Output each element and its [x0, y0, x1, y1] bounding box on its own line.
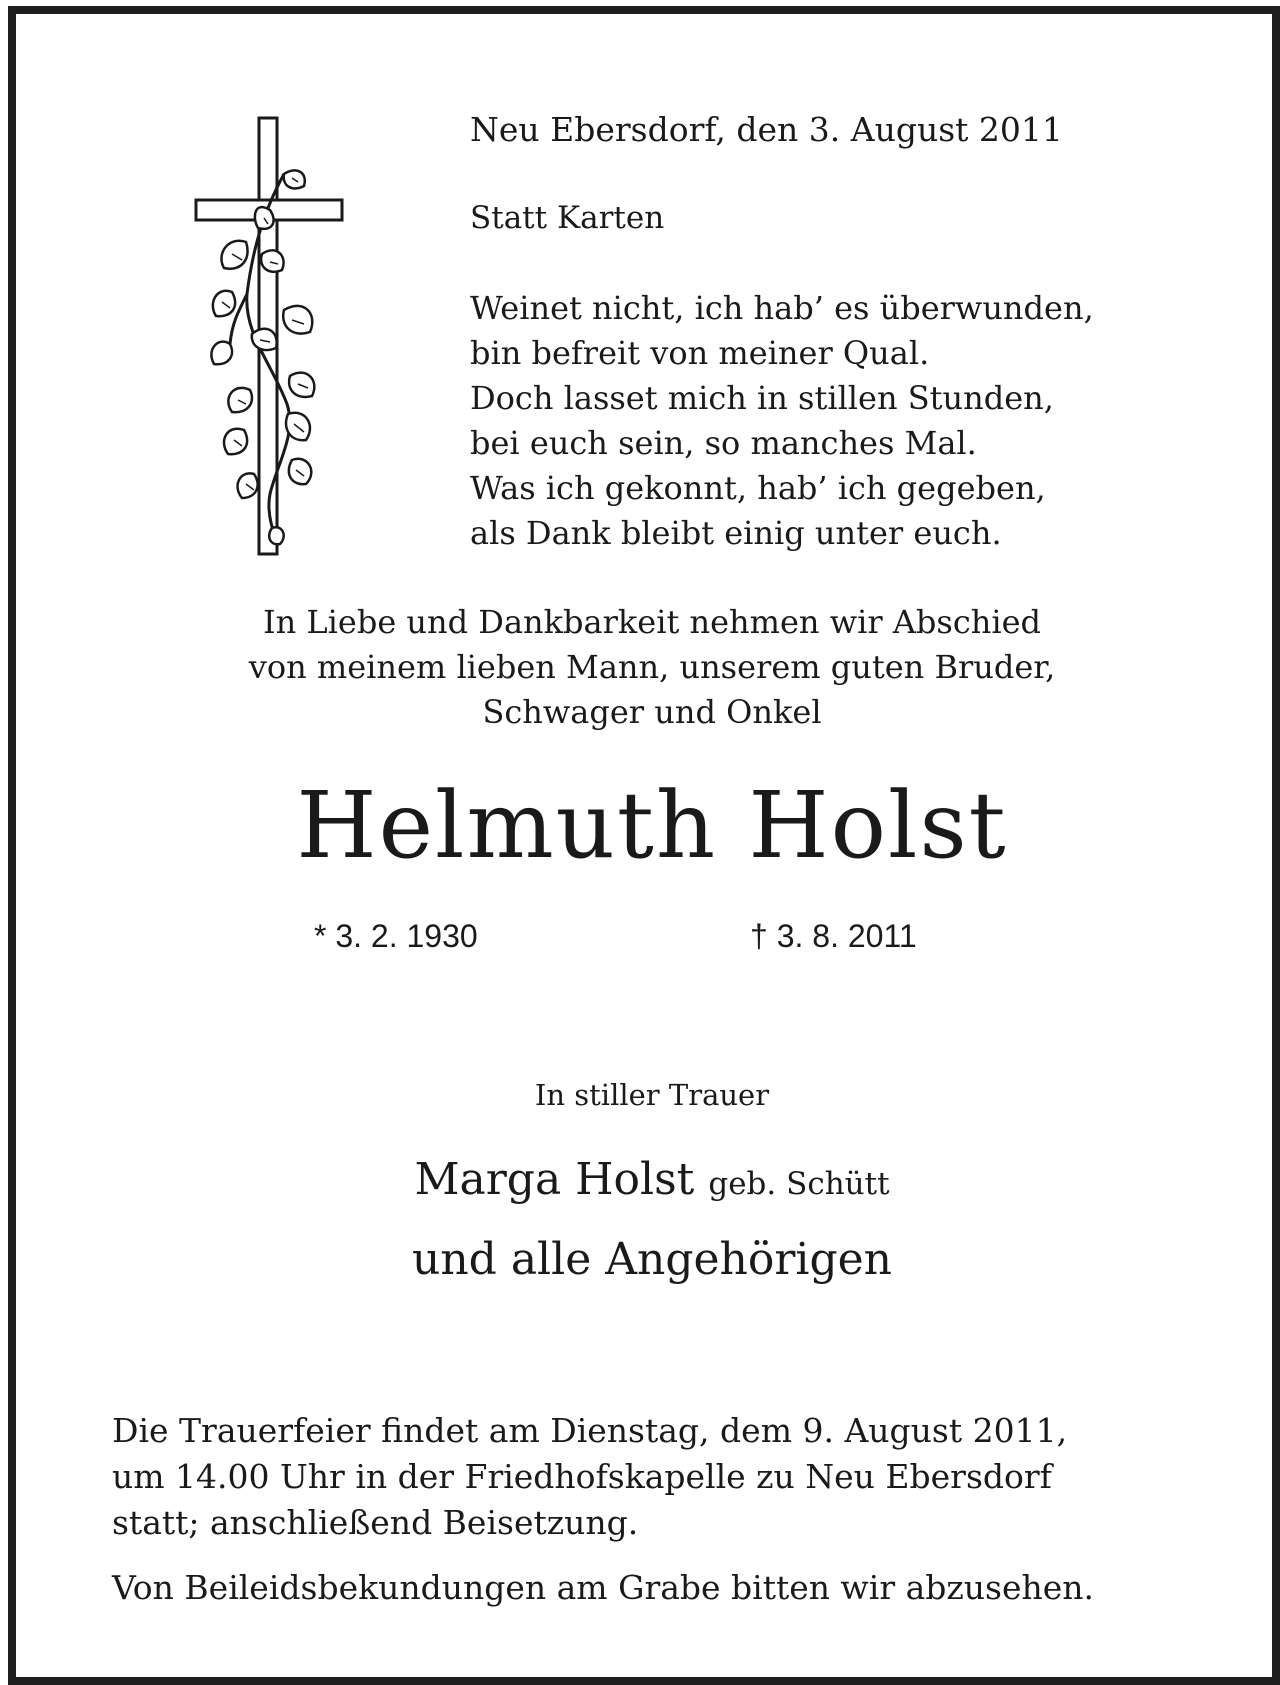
poem-line: Doch lasset mich in stillen Stunden, — [470, 379, 1054, 417]
statt-karten-label: Statt Karten — [470, 200, 665, 236]
relatives-line: und alle Angehörigen — [411, 1234, 893, 1285]
funeral-line: um 14.00 Uhr in der Friedhofskapelle zu Neu Ebersdorf — [112, 1457, 1052, 1496]
cross-with-ivy-icon — [192, 114, 352, 564]
poem-line: Was ich gekonnt, hab’ ich gegeben, — [470, 469, 1046, 507]
place-date: Neu Ebersdorf, den 3. August 2011 — [470, 110, 1063, 149]
poem-line: bei euch sein, so manches Mal. — [470, 424, 977, 462]
poem — [470, 286, 1094, 556]
poem-line: bin befreit von meiner Qual. — [470, 334, 930, 372]
farewell-intro — [16, 600, 1280, 735]
mourner-maiden-name: geb. Schütt — [708, 1166, 890, 1202]
obituary-frame — [8, 6, 1280, 1685]
intro-line: In Liebe und Dankbarkeit nehmen wir Abschied — [262, 603, 1041, 641]
mourner-name: Marga Holst — [414, 1154, 695, 1205]
funeral-line: Die Trauerfeier findet am Dienstag, dem 9. August 2011, — [112, 1411, 1068, 1450]
mourner-line — [16, 1154, 1280, 1205]
intro-line: Schwager und Onkel — [482, 693, 822, 731]
death-date: † 3. 8. 2011 — [750, 918, 917, 954]
poem-line: Weinet nicht, ich hab’ es überwunden, — [470, 289, 1094, 327]
intro-line: von meinem lieben Mann, unserem guten Bruder, — [248, 648, 1056, 686]
deceased-name: Helmuth Holst — [296, 772, 1008, 879]
poem-line: als Dank bleibt einig unter euch. — [470, 514, 1002, 552]
funeral-info — [112, 1408, 1067, 1546]
condolence-note: Von Beileidsbekundungen am Grabe bitten wir abzusehen. — [112, 1568, 1095, 1607]
birth-date: * 3. 2. 1930 — [314, 918, 478, 954]
funeral-line: statt; anschließend Beisetzung. — [112, 1503, 639, 1542]
mourning-line: In stiller Trauer — [534, 1078, 770, 1112]
